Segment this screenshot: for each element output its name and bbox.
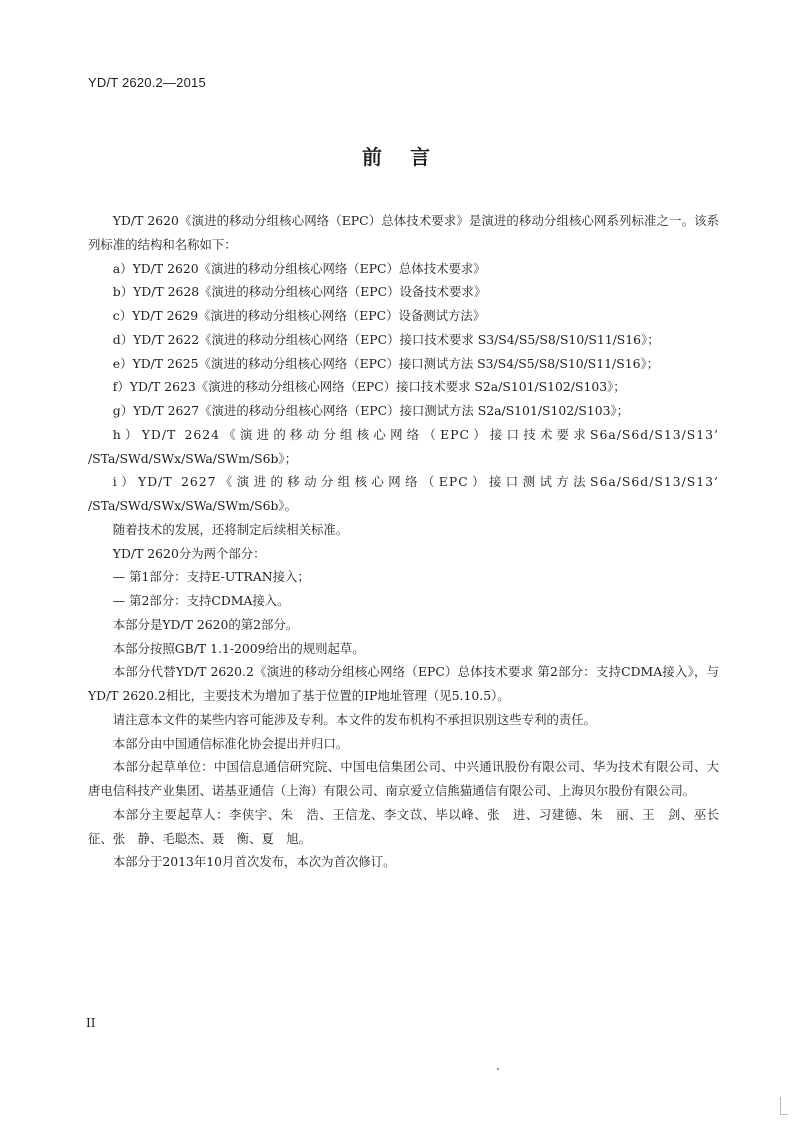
part-2-item: — 第2部分：支持CDMA接入。 — [112, 593, 290, 608]
parts-intro-paragraph: YD/T 2620分为两个部分： — [112, 545, 266, 561]
replacement-paragraph: 本部分代替YD/T 2620.2《演进的移动分组核心网络（EPC）总体技术要求 第2部分：支持CDMA接入》，与YD/T 2620.2相比，主要技术为增加了基于位置的IP地址管理（见5.10.5）。 — [88, 664, 719, 703]
list-item-i-line1: i）YD/T 2627《演进的移动分组核心网络（EPC）接口测试方法S6a/S6d/S13/S13’ — [112, 474, 719, 490]
page-title: 前言 — [362, 145, 458, 169]
list-item-e: e）YD/T 2625《演进的移动分组核心网络（EPC）接口测试方法 S3/S4/S5/S8/S10/S11/S16》； — [112, 355, 660, 371]
list-item-h-line2: /STa/SWd/SWx/SWa/SWm/S6b》； — [88, 450, 297, 466]
page-number: II — [86, 1016, 96, 1030]
list-item-a: a）YD/T 2620《演进的移动分组核心网络（EPC）总体技术要求》 — [112, 260, 486, 276]
scan-artifact-dot — [497, 1068, 499, 1070]
list-item-h-line1: h）YD/T 2624《演进的移动分组核心网络（EPC）接口技术要求S6a/S6d/S13/S13’ — [112, 426, 719, 442]
series-intro-paragraph: YD/T 2620《演进的移动分组核心网络（EPC）总体技术要求》是演进的移动分组核心网系列标准之一。该系列标准的结构和名称如下： — [88, 213, 719, 252]
list-item-f: f）YD/T 2623《演进的移动分组核心网络（EPC）接口技术要求 S2a/S101/S102/S103》； — [112, 379, 626, 395]
scan-artifact-mark — [780, 1114, 788, 1115]
list-item-g: g）YD/T 2627《演进的移动分组核心网络（EPC）接口测试方法 S2a/S101/S102/S103》； — [112, 403, 630, 418]
scan-artifact-mark — [780, 1097, 781, 1115]
drafters-paragraph: 本部分主要起草人：李侠宇、朱 浩、王信龙、李文苡、毕以峰、张 进、习建德、朱 丽、王 剑、巫长征、张 静、毛聪杰、聂 衡、夏 旭。 — [88, 806, 719, 846]
list-item-d: d）YD/T 2622《演进的移动分组核心网络（EPC）接口技术要求 S3/S4/S5/S8/S10/S11/S16》； — [112, 331, 660, 347]
part-1-item: — 第1部分：支持E-UTRAN接入； — [112, 569, 310, 585]
list-item-c: c）YD/T 2629《演进的移动分组核心网络（EPC）设备测试方法》 — [112, 308, 486, 323]
drafting-rules-paragraph: 本部分按照GB/T 1.1-2009给出的规则起草。 — [112, 640, 365, 656]
publication-history-paragraph: 本部分于2013年10月首次发布，本次为首次修订。 — [112, 854, 396, 870]
list-item-b: b）YD/T 2628《演进的移动分组核心网络（EPC）设备技术要求》 — [112, 284, 487, 300]
document-code-header: YD/T 2620.2—2015 — [88, 75, 206, 90]
drafting-units-paragraph: 本部分起草单位：中国信息通信研究院、中国电信集团公司、中兴通讯股份有限公司、华为技术有限公司、大唐电信科技产业集团、诺基亚通信（上海）有限公司、南京爱立信熊猫通信有限公司、上海贝尔股份有限公司。 — [88, 759, 719, 798]
proposer-paragraph: 本部分由中国通信标准化协会提出并归口。 — [112, 735, 349, 751]
foreword-body — [88, 209, 719, 874]
patent-notice-paragraph: 请注意本文件的某些内容可能涉及专利。本文件的发布机构不承担识别这些专利的责任。 — [112, 711, 597, 727]
list-item-i-line2: /STa/SWd/SWx/SWa/SWm/S6b》。 — [88, 498, 297, 513]
this-part-paragraph: 本部分是YD/T 2620的第2部分。 — [112, 616, 299, 632]
future-standards-paragraph: 随着技术的发展，还将制定后续相关标准。 — [112, 521, 349, 537]
